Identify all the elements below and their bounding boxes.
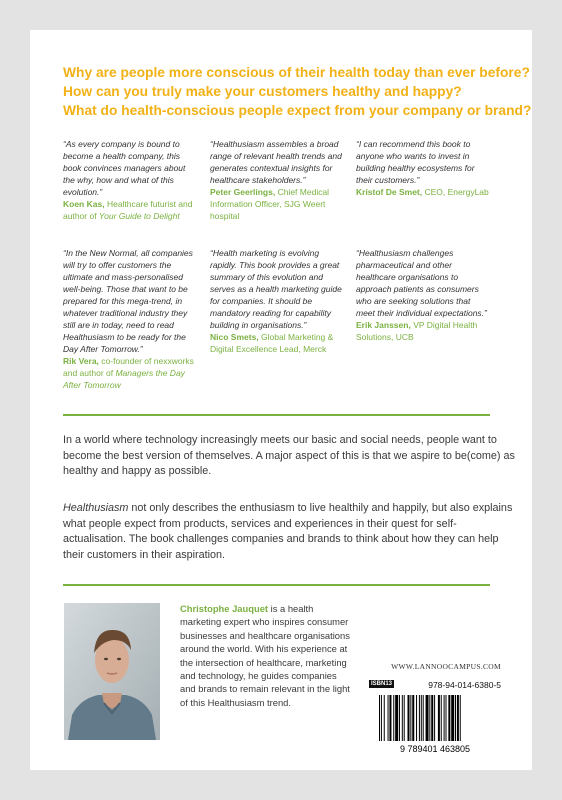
barcode-bar xyxy=(389,695,391,741)
headline-line: Why are people more conscious of their health today than ever before? xyxy=(63,65,530,80)
quote-role: VP Digital Health Solutions, UCB xyxy=(356,320,478,342)
barcode-bar xyxy=(419,695,420,741)
book-title-italic: Healthusiasm xyxy=(63,502,129,514)
quote-role: CEO, EnergyLab xyxy=(424,187,489,197)
isbn-number: 978-94-014-6380-5 xyxy=(428,680,501,690)
testimonial-quote xyxy=(210,138,345,222)
barcode-bar xyxy=(426,695,429,741)
author-bio xyxy=(180,602,352,709)
divider-line xyxy=(63,414,490,416)
book-back-cover xyxy=(30,30,532,770)
testimonial-quote xyxy=(210,247,345,355)
quote-author: Erik Janssen, xyxy=(356,320,411,330)
isbn-row xyxy=(369,680,501,692)
barcode-bar xyxy=(438,695,440,741)
quote-role: Healthcare futurist and author of xyxy=(63,199,193,221)
quote-text: “Healthusiasm challenges pharmaceutical and other healthcare organisations to approach patients as consumers who are seeking solutions that meet their individual expectations.” xyxy=(356,248,487,318)
headline-line: How can you truly make your customers healthy and happy? xyxy=(63,84,462,99)
quote-author: Peter Geerlings, xyxy=(210,187,276,197)
quote-role-title: Your Guide to Delight xyxy=(98,211,180,221)
barcode-bar xyxy=(431,695,433,741)
quote-author: Kristof De Smet, xyxy=(356,187,423,197)
barcode-bar xyxy=(410,695,411,741)
barcode-bar xyxy=(402,695,403,741)
quote-text: “Health marketing is evolving rapidly. This book provides a great summary of this evolution and serves as a health marketing guide for companies. It should be mandatory reading for capability building in organisations.” xyxy=(210,248,342,330)
description-paragraph xyxy=(63,501,518,563)
divider-line xyxy=(63,584,490,586)
barcode-digits: 9 789401 463805 xyxy=(399,744,471,754)
barcode-bar xyxy=(423,695,424,741)
barcode-bar xyxy=(448,695,450,741)
barcode-bar xyxy=(399,695,400,741)
quote-role: co-founder of nexxworks and author of xyxy=(63,356,194,378)
barcode xyxy=(369,693,501,755)
barcode-bar xyxy=(388,695,389,741)
testimonial-quote xyxy=(63,247,198,391)
isbn-label: ISBN13 xyxy=(371,681,393,687)
barcode-bar xyxy=(408,695,410,741)
publisher-website: WWW.LANNOOCAMPUS.COM xyxy=(391,662,501,671)
quote-author: Koen Kas, xyxy=(63,199,105,209)
barcode-bar xyxy=(455,695,456,741)
barcode-bar xyxy=(444,695,445,741)
testimonial-quote xyxy=(63,138,198,222)
barcode-bar xyxy=(404,695,405,741)
testimonial-quote xyxy=(356,247,491,343)
quote-text: “I can recommend this book to anyone who wants to invest in building healthy ecosystems for their customers.” xyxy=(356,139,475,185)
barcode-bar xyxy=(395,695,398,741)
barcode-bar xyxy=(393,695,394,741)
barcode-bar xyxy=(434,695,435,741)
barcode-bar xyxy=(457,695,459,741)
quote-text: “In the New Normal, all companies will try to offer customers the ultimate and mass-personalised well-being. Those that want to be prepared for this mega-trend, in whatever traditional industry they still are in today, need to read Healthusiasm to be ready for the Day After Tomorrow.” xyxy=(63,248,193,354)
quote-role: Chief Medical Information Officer, SJG Weert hospital xyxy=(210,187,330,221)
barcode-bar xyxy=(451,695,454,741)
quote-role-title: Managers the Day After Tomorrow xyxy=(63,368,185,390)
barcode-bar xyxy=(460,695,461,741)
testimonial-quote xyxy=(356,138,491,198)
author-bio-text: is a health marketing expert who inspires consumer businesses and healthcare organisations around the world. With his experience at the intersection of healthcare, marketing and technology, he guides companies and brands to remain relevant in the light of this Healthusiasm trend. xyxy=(180,603,350,708)
quote-author: Nico Smets, xyxy=(210,332,259,342)
barcode-bar xyxy=(379,695,380,741)
barcode-bar xyxy=(429,695,430,741)
quote-text: “As every company is bound to become a health company, this book convinces managers about the why, how and what of this evolution.” xyxy=(63,139,186,197)
barcode-bar xyxy=(441,695,442,741)
author-name: Christophe Jauquet xyxy=(180,603,269,614)
barcode-bar xyxy=(381,695,382,741)
quote-author: Rik Vera, xyxy=(63,356,99,366)
quote-role: Global Marketing & Digital Excellence Lead, Merck xyxy=(210,332,334,354)
paragraph-text: not only describes the enthusiasm to live healthily and happily, but also explains what people expect from products, services and experiences in their quest for self-actualisation. The book challenges companies and brands to think about how they can help their customers in their aspiration. xyxy=(63,502,513,561)
author-photo xyxy=(64,603,160,740)
headline-questions xyxy=(63,63,532,120)
quote-text: “Healthusiasm assembles a broad range of relevant health trends and generates contextual insights for healthcare stakeholders.” xyxy=(210,139,342,185)
barcode-bar xyxy=(384,695,385,741)
barcode-bar xyxy=(416,695,417,741)
description-paragraph: In a world where technology increasingly meets our basic and social needs, people want to become the best version of themselves. A major aspect of this is that we aspire to be(come) as healthy and happy as possible. xyxy=(63,434,515,477)
barcode-bar xyxy=(446,695,447,741)
headline-line: What do health-conscious people expect from your company or brand? xyxy=(63,103,532,118)
barcode-bar xyxy=(412,695,414,741)
barcode-bar xyxy=(421,695,422,741)
